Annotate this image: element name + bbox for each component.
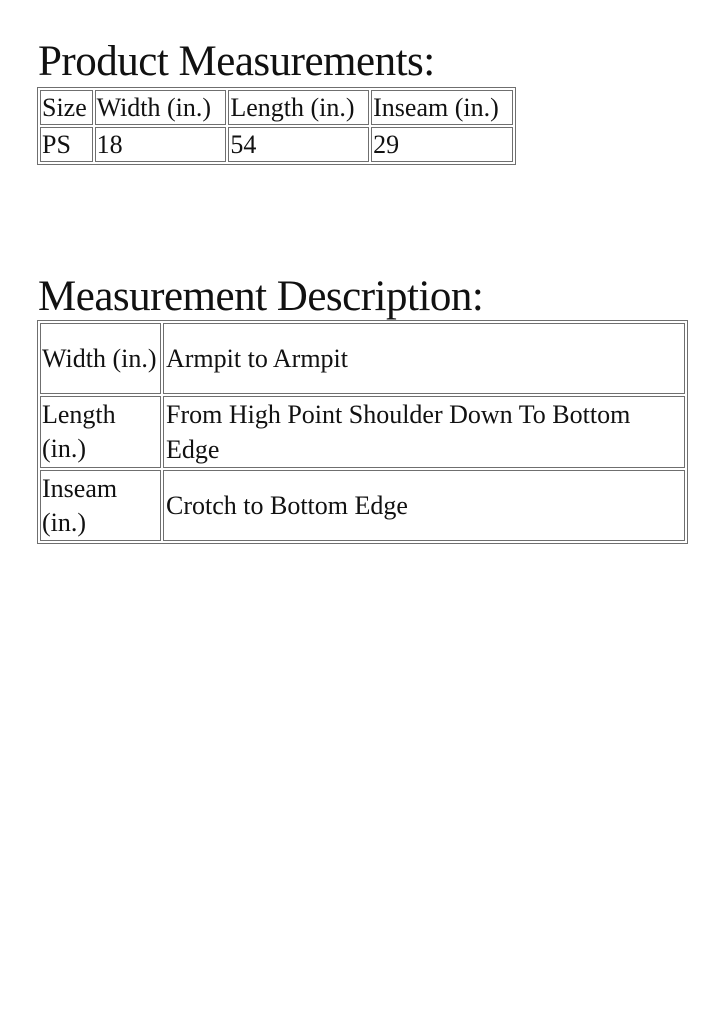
cell-inseam-value: 29	[371, 127, 513, 162]
measurement-description-table	[37, 320, 688, 544]
table-header-row	[40, 90, 513, 125]
cell-length-value: 54	[228, 127, 369, 162]
product-measurements-title: Product Measurements:	[38, 38, 435, 85]
header-cell-length: Length (in.)	[228, 90, 369, 125]
header-cell-inseam: Inseam (in.)	[371, 90, 513, 125]
term-cell-width: Width (in.)	[40, 323, 161, 394]
description-cell-length: From High Point Shoulder Down To Bottom Edge	[163, 396, 685, 468]
header-cell-size: Size	[40, 90, 93, 125]
header-cell-width: Width (in.)	[95, 90, 227, 125]
term-cell-inseam: Inseam (in.)	[40, 470, 161, 541]
table-row	[40, 470, 685, 541]
product-measurements-table	[37, 87, 516, 165]
term-cell-length: Length (in.)	[40, 396, 161, 468]
cell-size-value: PS	[40, 127, 93, 162]
cell-width-value: 18	[95, 127, 227, 162]
table-row	[40, 323, 685, 394]
table-row	[40, 396, 685, 468]
description-cell-width: Armpit to Armpit	[163, 323, 685, 394]
description-cell-inseam: Crotch to Bottom Edge	[163, 470, 685, 541]
measurement-description-title: Measurement Description:	[38, 273, 484, 320]
table-row	[40, 127, 513, 162]
